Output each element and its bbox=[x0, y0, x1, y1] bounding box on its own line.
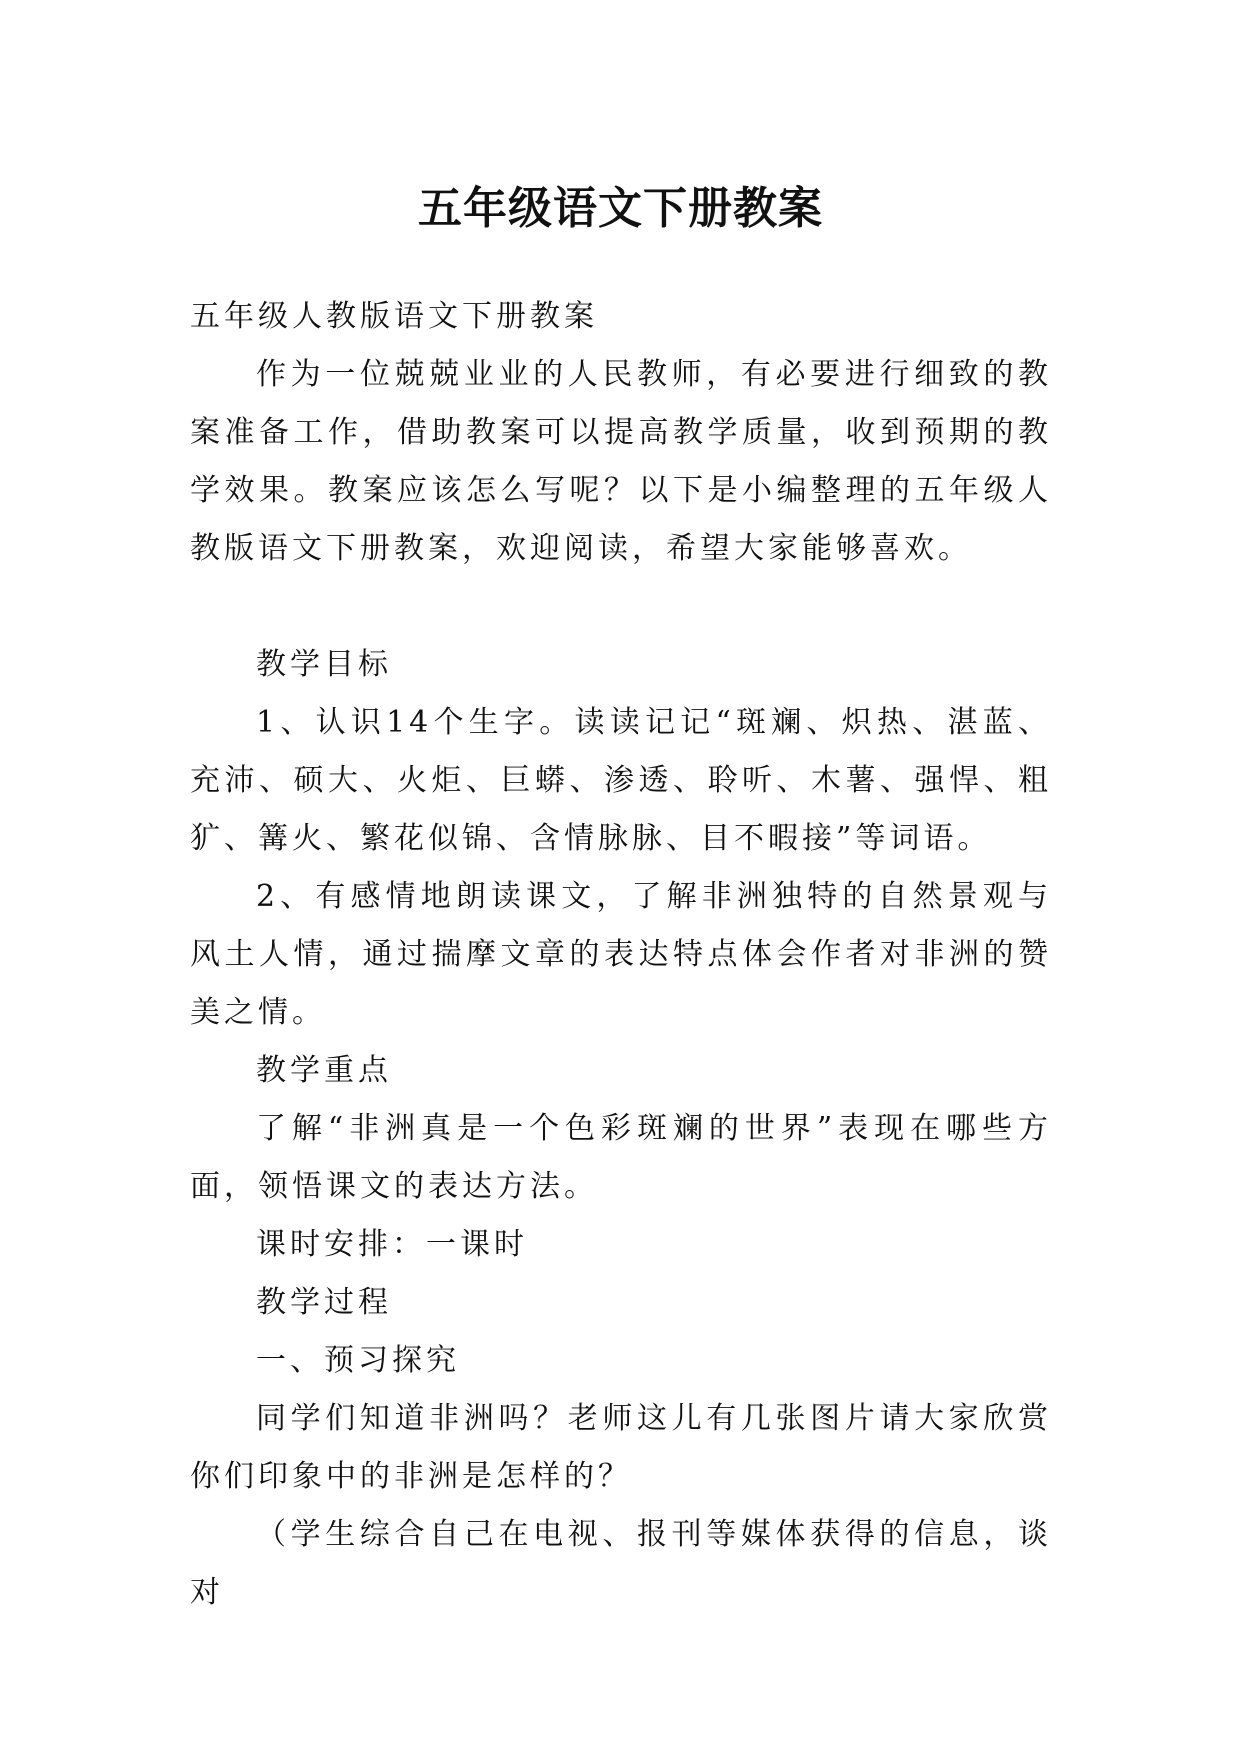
intro-paragraph: 作为一位兢兢业业的人民教师，有必要进行细致的教案准备工作，借助教案可以提高教学质量，收到预期的教学效果。教案应该怎么写呢？以下是小编整理的五年级人教版语文下册教案，欢迎阅读，希望大家能够喜欢。 bbox=[190, 357, 1052, 566]
schedule-line: 课时安排：一课时 bbox=[256, 1227, 528, 1262]
step-1-note: （学生综合自己在电视、报刊等媒体获得的信息，谈对 bbox=[190, 1517, 1052, 1610]
step-1-heading: 一、预习探究 bbox=[256, 1343, 460, 1378]
goals-heading: 教学目标 bbox=[256, 647, 392, 682]
focus-paragraph: 了解“非洲真是一个色彩斑斓的世界”表现在哪些方面，领悟课文的表达方法。 bbox=[190, 1111, 1052, 1204]
paragraph-gap bbox=[190, 578, 1052, 636]
goal-item-2: 2、有感情地朗读课文，了解非洲独特的自然景观与风土人情，通过揣摩文章的表达特点体会作者对非洲的赞美之情。 bbox=[190, 879, 1052, 1030]
focus-heading: 教学重点 bbox=[256, 1053, 392, 1088]
document-title: 五年级语文下册教案 bbox=[418, 183, 823, 235]
goal-item-1: 1、认识14个生字。读读记记“斑斓、炽热、湛蓝、充沛、硕大、火炬、巨蟒、渗透、聆听、木薯、强悍、粗犷、篝火、繁花似锦、含情脉脉、目不暇接”等词语。 bbox=[190, 705, 1052, 856]
step-1-question: 同学们知道非洲吗？老师这儿有几张图片请大家欣赏你们印象中的非洲是怎样的？ bbox=[190, 1401, 1052, 1494]
process-heading: 教学过程 bbox=[256, 1285, 392, 1320]
document-body bbox=[190, 288, 1052, 1622]
document-subtitle: 五年级人教版语文下册教案 bbox=[190, 299, 598, 334]
